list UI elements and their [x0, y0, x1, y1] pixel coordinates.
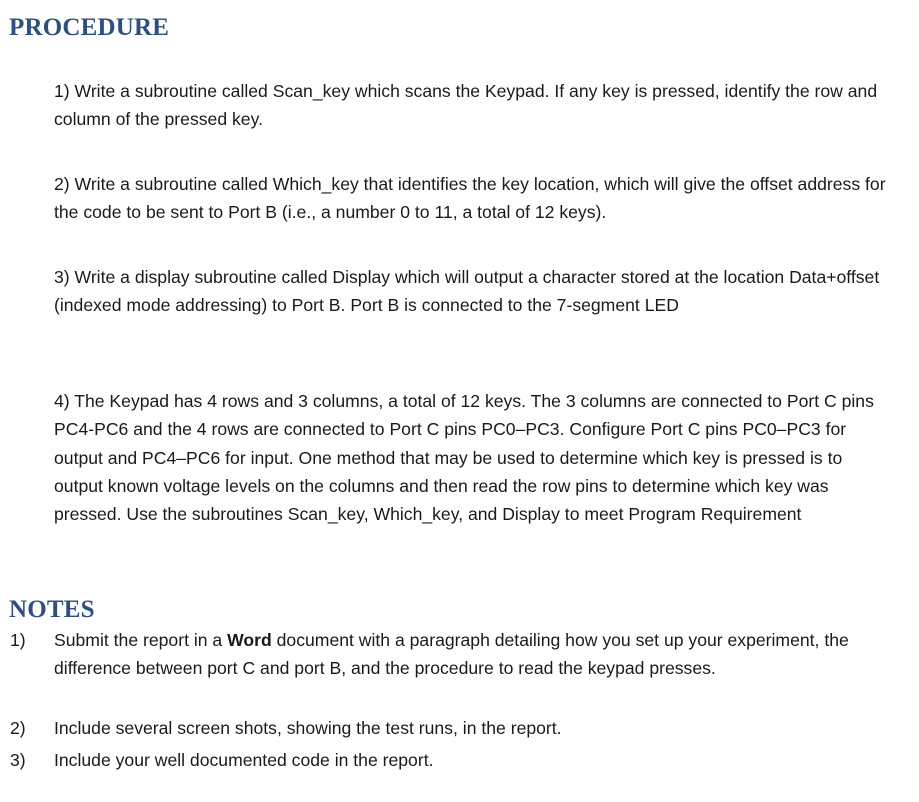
- procedure-step-1: 1) Write a subroutine called Scan_key which scans the Keypad. If any key is pressed, identify the row and column of the pressed key.: [54, 81, 878, 130]
- procedure-step-2: 2) Write a subroutine called Which_key that identifies the key location, which will give the offset address for the code to be sent to Port B (i.e., a number 0 to 11, a total of 12 keys).: [54, 174, 886, 223]
- notes-heading: NOTES: [9, 596, 95, 623]
- note-number: 1): [10, 630, 26, 650]
- procedure-step-3: 3) Write a display subroutine called Display which will output a character stored at the location Data+offset (indexed mode addressing) to Port B. Port B is connected to the 7-segment LED: [54, 267, 880, 316]
- note-text: Include your well documented code in the report.: [54, 750, 434, 770]
- note-bold-word: Word: [227, 630, 272, 650]
- note-text: [54, 626, 874, 683]
- procedure-step-4: 4) The Keypad has 4 rows and 3 columns, a total of 12 keys. The 3 columns are connected to Port C pins PC4-PC6 and the 4 rows are connected to Port C pins PC0–PC3. Configure Port C pins PC0–PC3 for output and PC4–PC6 for input. One method that may be used to determine which key is pressed is to output known voltage levels on the columns and then read the row pins to determine which key was pressed. Use the subroutines Scan_key, Which_key, and Display to meet Program Requirement: [54, 391, 874, 525]
- note-text: Include several screen shots, showing the test runs, in the report.: [54, 718, 562, 738]
- procedure-heading: PROCEDURE: [9, 14, 170, 41]
- note-text-before: Submit the report in a: [54, 630, 228, 650]
- note-text-after: document with a paragraph detailing how you set up your experiment, the difference between port C and port B, and the procedure to read the keypad presses.: [54, 630, 849, 679]
- note-number: 2): [10, 718, 26, 738]
- note-number: 3): [10, 750, 26, 770]
